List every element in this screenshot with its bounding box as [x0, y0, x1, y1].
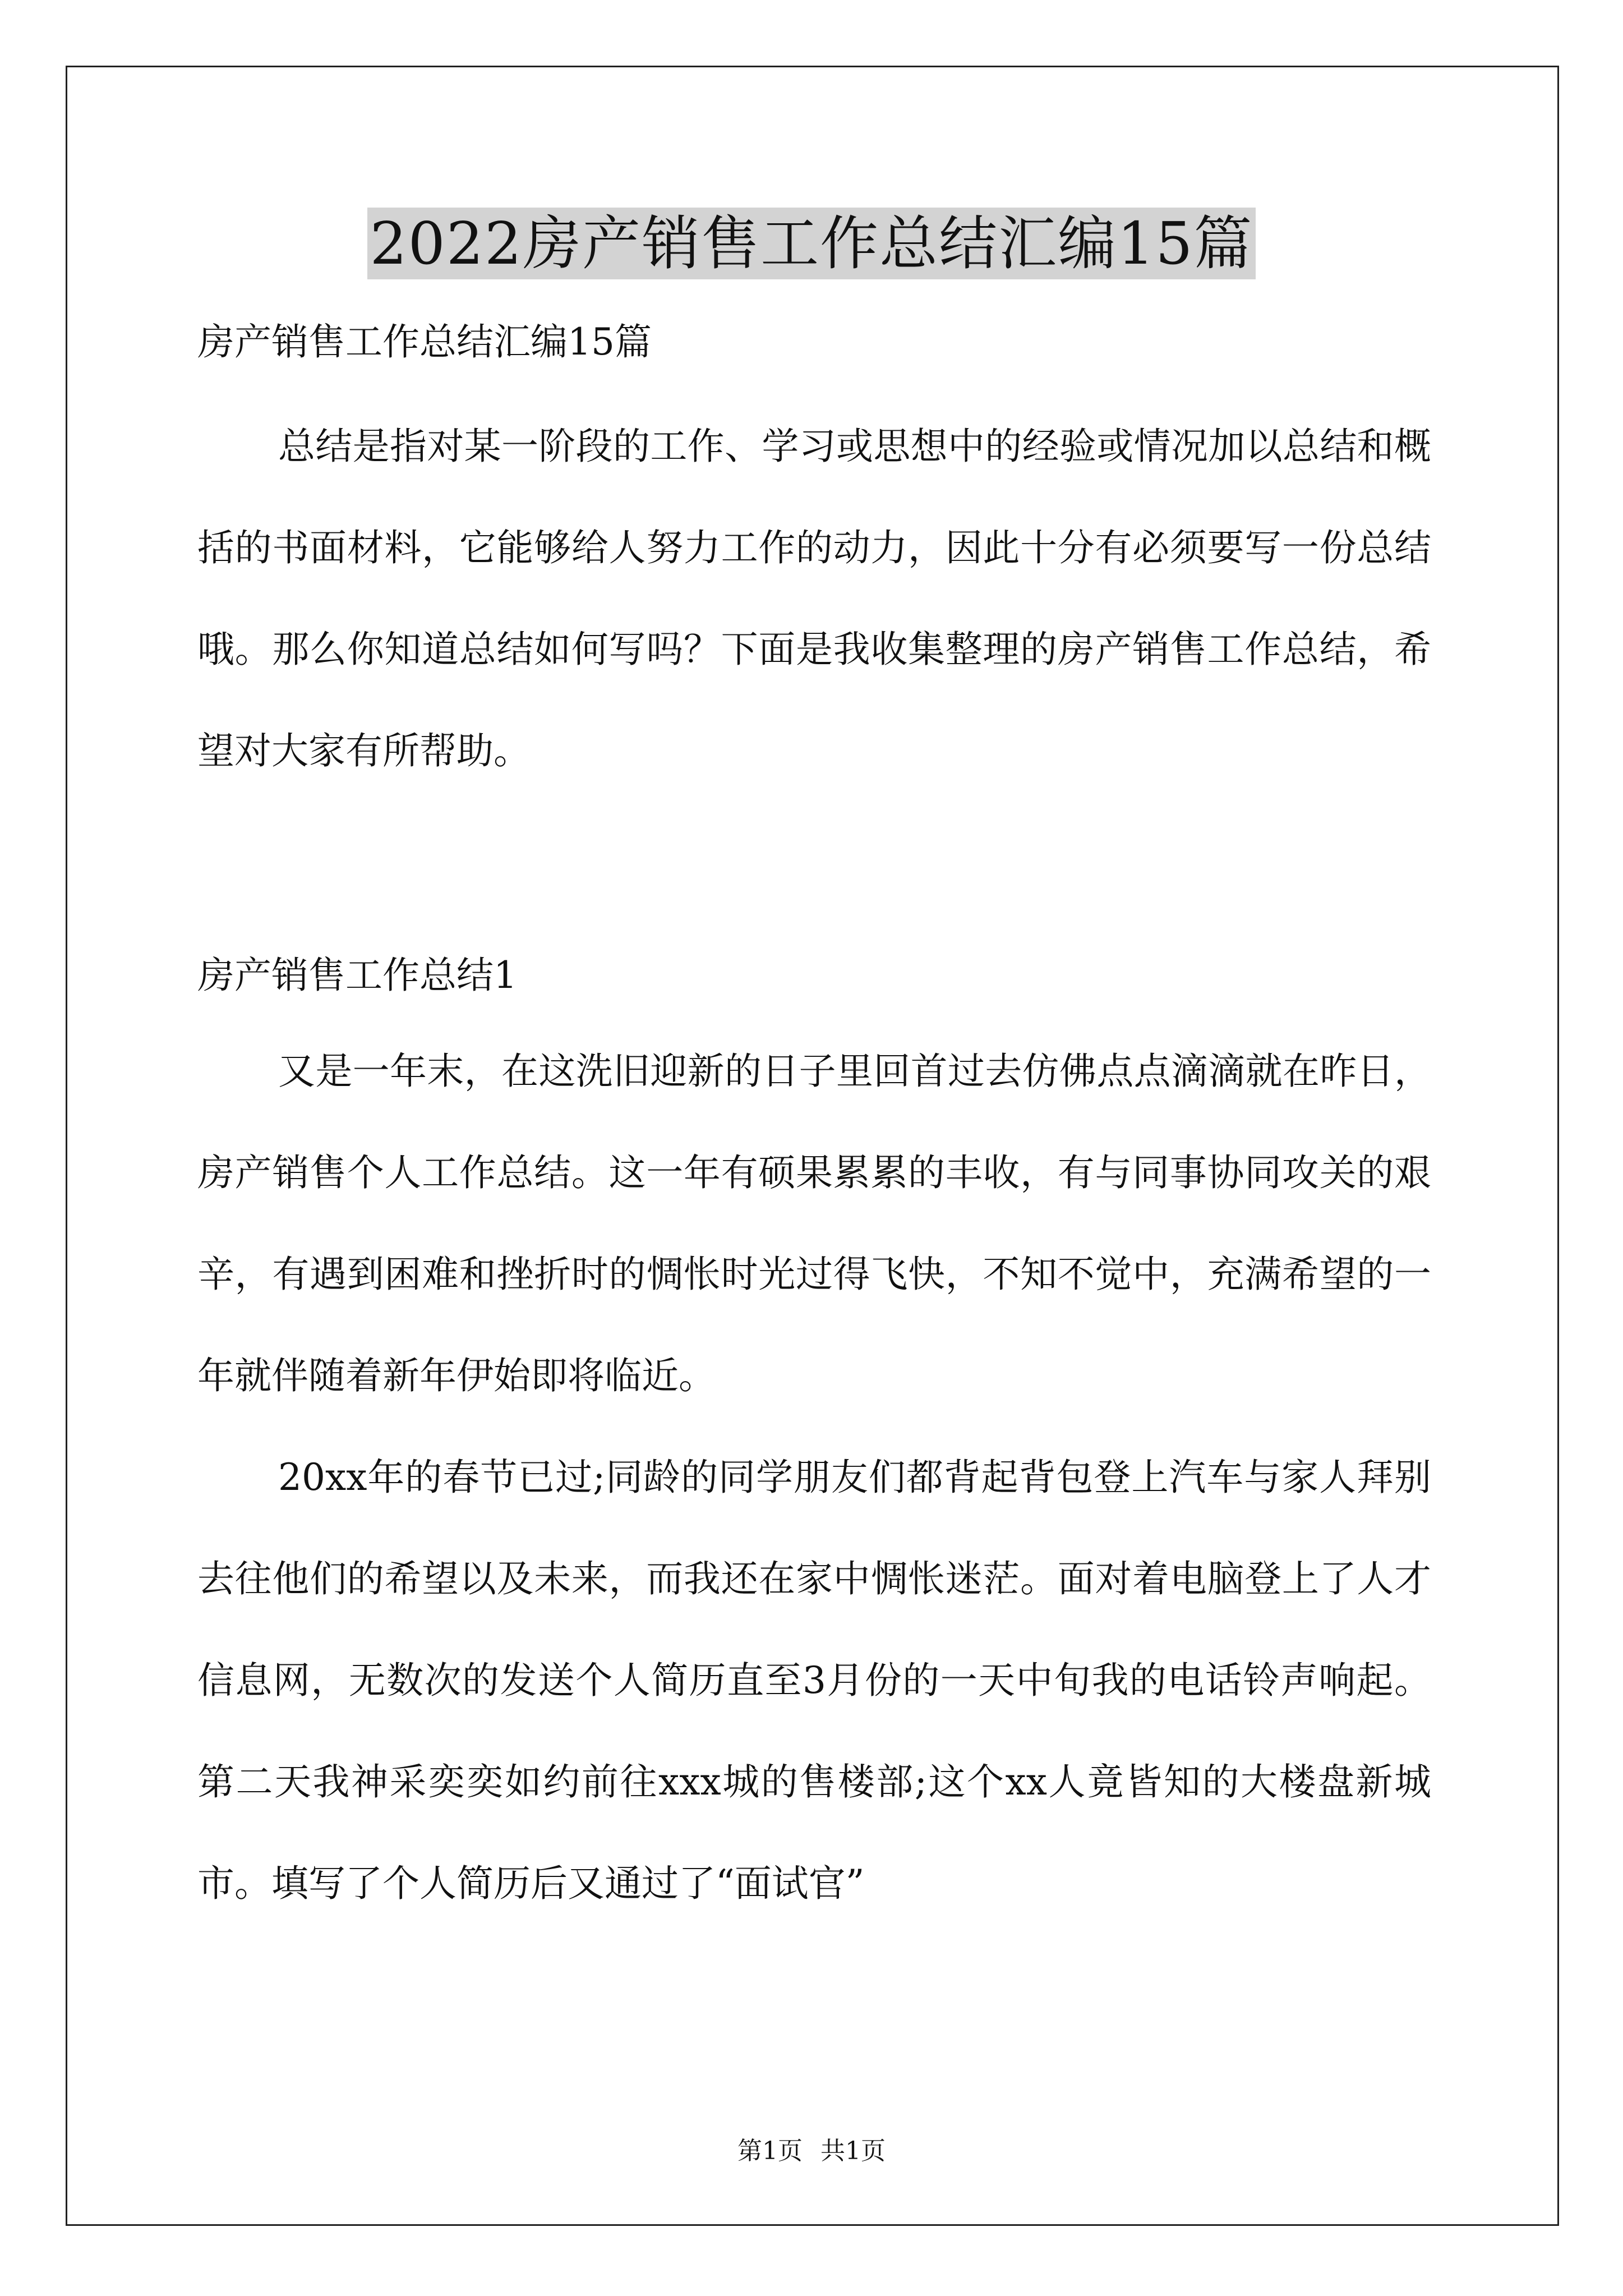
document-body	[197, 314, 1431, 1934]
section-paragraph: 20xx年的春节已过;同龄的同学朋友们都背起背包登上汽车与家人拜别去往他们的希望以及未来，而我还在家中惆怅迷茫。面对着电脑登上了人才信息网，无数次的发送个人简历直至3月份的一天中旬我的电话铃声响起。第二天我神采奕奕如约前往xxx城的售楼部;这个xx人竟皆知的大楼盘新城市。填写了个人简历后又通过了“面试官”	[197, 1456, 1431, 1905]
document-title: 2022房产销售工作总结汇编15篇	[367, 208, 1255, 279]
document-subtitle: 房产销售工作总结汇编15篇	[197, 320, 652, 364]
section-paragraph: 又是一年末，在这洗旧迎新的日子里回首过去仿佛点点滴滴就在昨日，房产销售个人工作总结。这一年有硕果累累的丰收，有与同事协同攻关的艰辛，有遇到困难和挫折时的惆怅时光过得飞快，不知不觉中，充满希望的一年就伴随着新年伊始即将临近。	[197, 1050, 1431, 1397]
section-heading: 房产销售工作总结1	[197, 954, 517, 997]
page-footer: 第1页 共1页	[737, 2137, 886, 2165]
intro-paragraph: 总结是指对某一阶段的工作、学习或思想中的经验或情况加以总结和概括的书面材料，它能够给人努力工作的动力，因此十分有必须要写一份总结哦。那么你知道总结如何写吗？下面是我收集整理的房产销售工作总结，希望对大家有所帮助。	[197, 425, 1431, 772]
title-container	[0, 208, 1623, 279]
